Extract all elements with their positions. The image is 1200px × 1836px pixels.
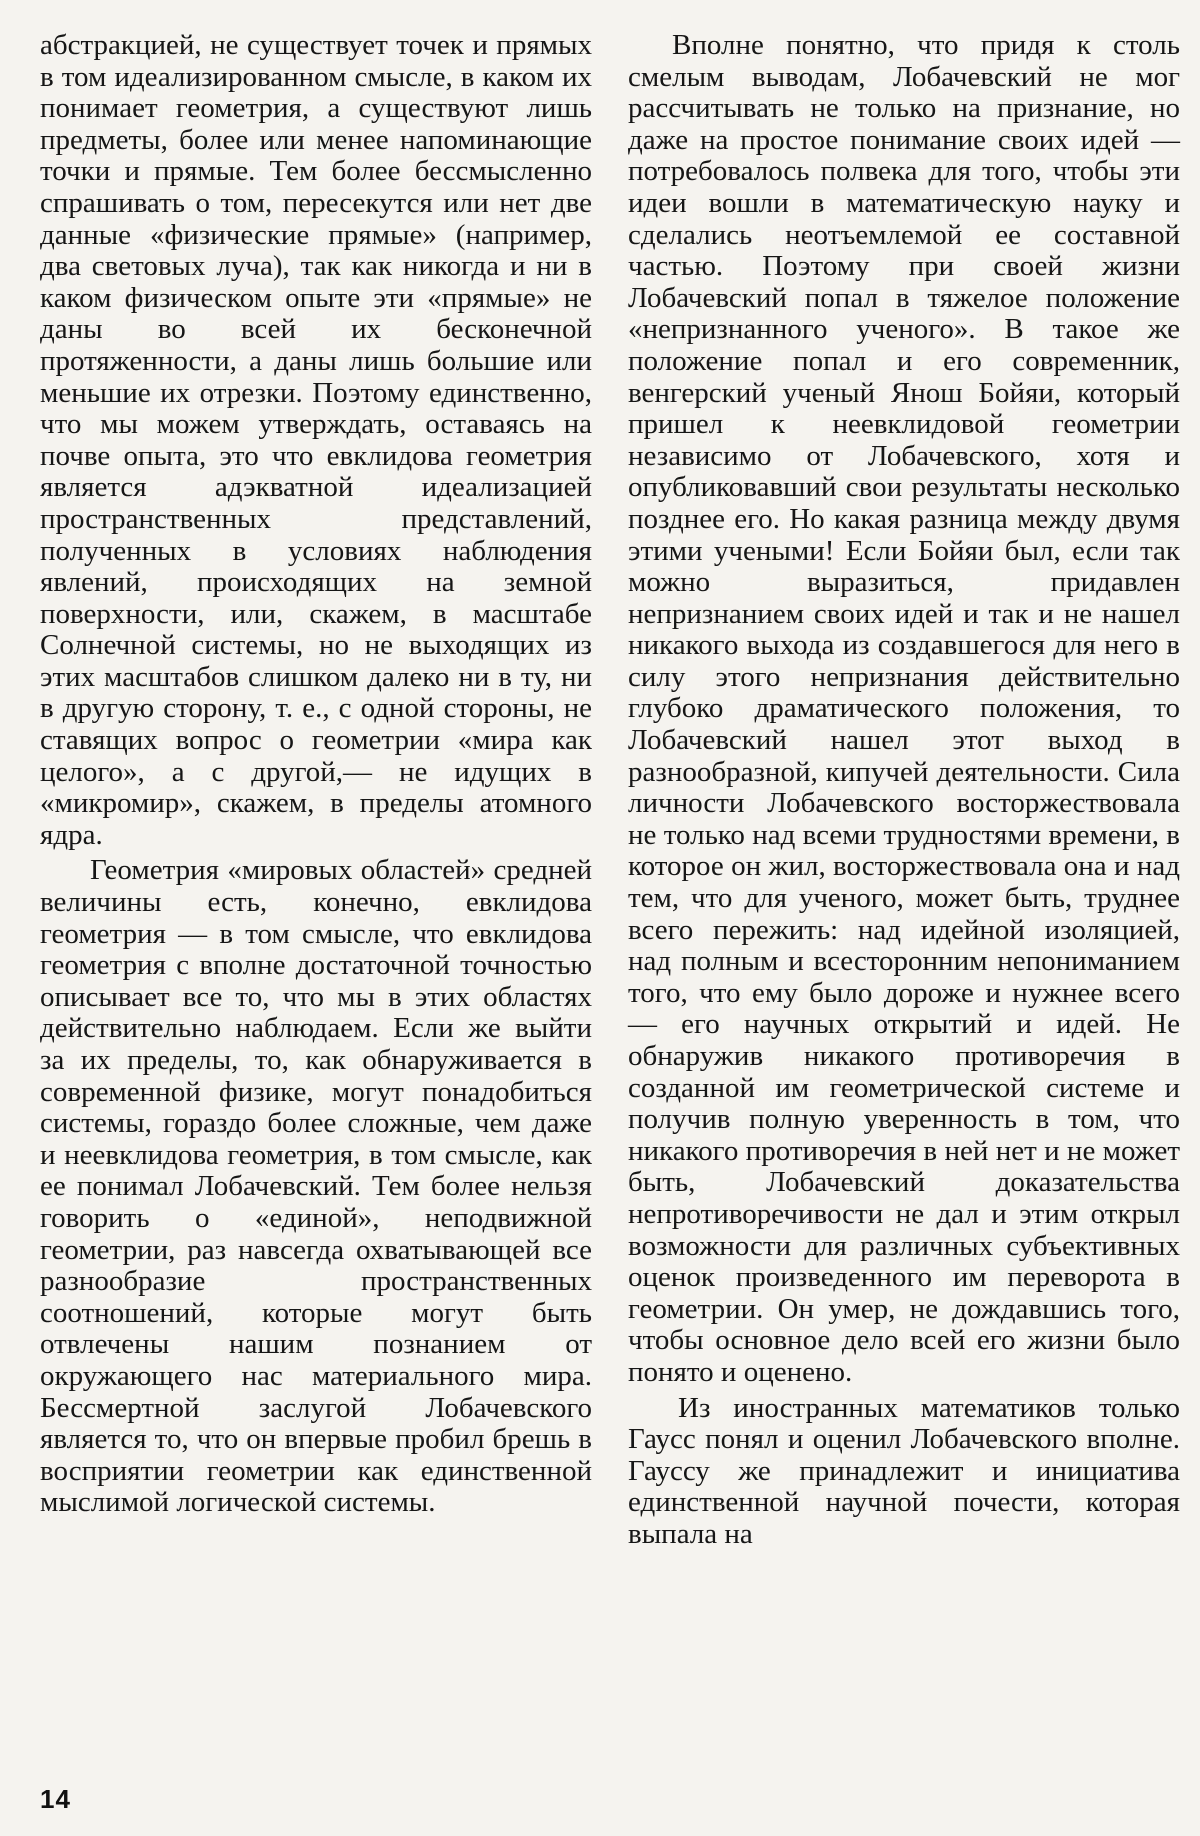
- page-number: 14: [40, 1784, 71, 1814]
- paragraph: Вполне понятно, что придя к столь смелым выводам, Лобачевский не мог рассчитывать не только на признание, но даже на простое понимание своих идей — потребовалось полвека для того, чтобы эти идеи вошли в математическую науку и сделались неотъемлемой ее составной частью. Поэтому при своей жизни Лобачевский попал в тяжелое положение «непризнанного ученого». В такое же положение попал и его современник, венгерский ученый Янош Бойяи, который пришел к неевклидовой геометрии независимо от Лобачевского, хотя и опубликовавший свои результаты несколько позднее его. Но какая разница между двумя этими учеными! Если Бойяи был, если так можно выразиться, придавлен непризнанием своих идей и так и не нашел никакого выхода из создавшегося для него в силу этого непризнания действительно глубоко драматического положения, то Лобачевский нашел этот выход в разнообразной, кипучей деятельности. Сила личности Лобачевского восторжествовала не только над всеми трудностями времени, в которое он жил, восторжествовала она и над тем, что для ученого, может быть, труднее всего пережить: над идейной изоляцией, над полным и всесторонним непониманием того, что ему было дороже и нужнее всего — его научных открытий и идей. Не обнаружив никакого противоречия в созданной им геометрической системе и получив полную уверенность в том, что никакого противоречия в ней нет и не может быть, Лобачевский доказательства непротиворечивости не дал и этим открыл возможности для различных субъективных оценок произведенного им переворота в геометрии. Он умер, не дождавшись того, чтобы основное дело всей его жизни было понято и оценено.: [628, 29, 1180, 1388]
- right-column: [628, 30, 1180, 1551]
- left-column: [40, 30, 592, 1519]
- paragraph: абстракцией, не существует точек и прямых в том идеализированном смысле, в каком их понимает геометрия, а существуют лишь предметы, более или менее напоминающие точки и прямые. Тем более бессмысленно спрашивать о том, пересекутся или нет две данные «физические прямые» (например, два световых луча), так как никогда и ни в каком физическом опыте эти «прямые» не даны во всей их бесконечной протяженности, а даны лишь большие или меньшие их отрезки. Поэтому единственно, что мы можем утверждать, оставаясь на почве опыта, это что евклидова геометрия является адэкватной идеализацией пространственных представлений, полученных в условиях наблюдения явлений, происходящих на земной поверхности, или, скажем, в масштабе Солнечной системы, но не выходящих из этих масштабов слишком далеко ни в ту, ни в другую сторону, т. е., с одной стороны, не ставящих вопрос о геометрии «мира как целого», а с другой,— не идущих в «микромир», скажем, в пределы атомного ядра.: [40, 29, 592, 851]
- paragraph: Геометрия «мировых областей» средней величины есть, конечно, евклидова геометрия — в том смысле, что евклидова геометрия с вполне достаточной точностью описывает все то, что мы в этих областях действительно наблюдаем. Если же выйти за их пределы, то, как обнаруживается в современной физике, могут понадобиться системы, гораздо более сложные, чем даже и неевклидова геометрия, в том смысле, как ее понимал Лобачевский. Тем более нельзя говорить о «единой», неподвижной геометрии, раз навсегда охватывающей все разнообразие пространственных соотношений, которые могут быть отвлечены нашим познанием от окружающего нас материального мира. Бессмертной заслугой Лобачевского является то, что он впервые пробил брешь в восприятии геометрии как единственной мыслимой логической системы.: [40, 854, 592, 1519]
- paragraph: Из иностранных математиков только Гаусс понял и оценил Лобачевского вполне. Гауссу же принадлежит и инициатива единственной научной почести, которая выпала на: [628, 1391, 1180, 1550]
